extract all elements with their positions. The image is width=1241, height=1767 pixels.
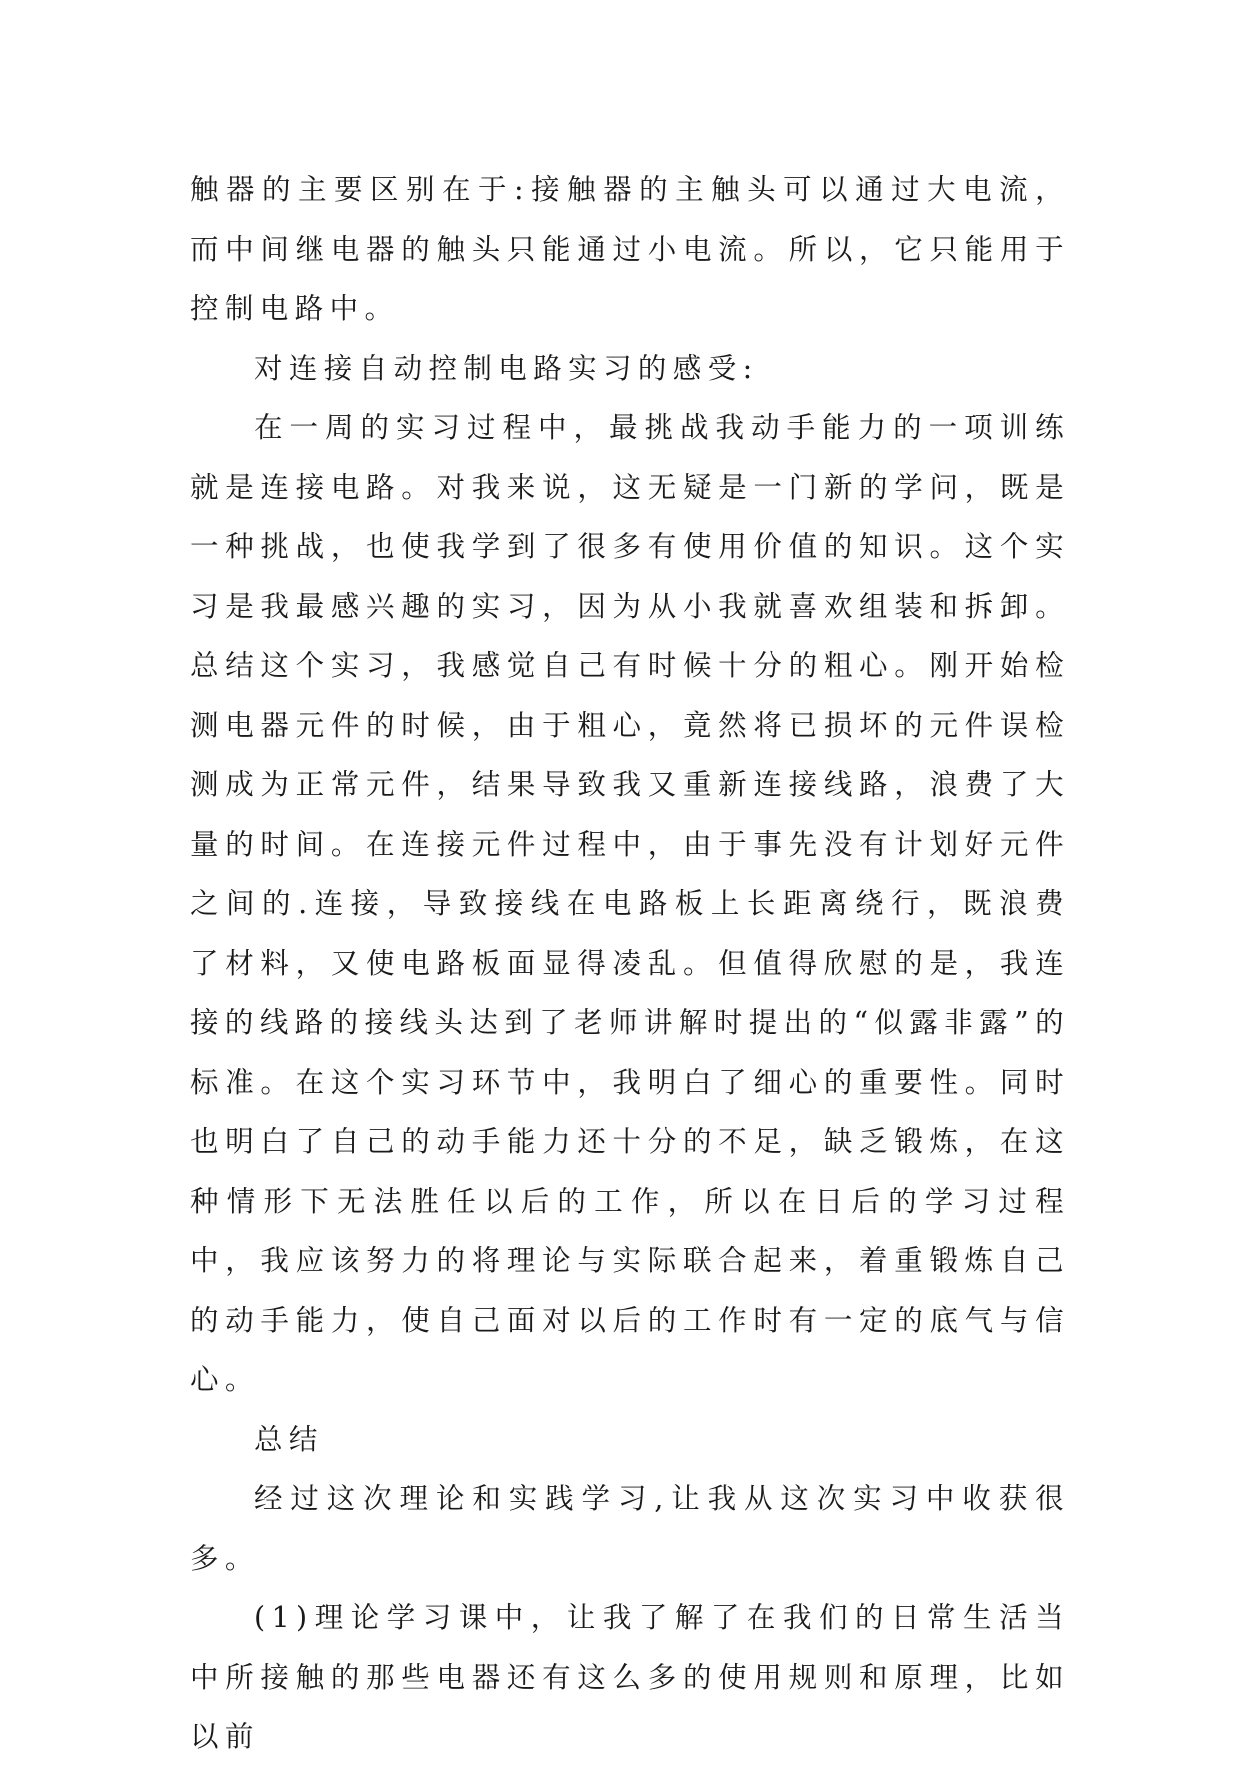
section-heading-circuit-feelings: 对连接自动控制电路实习的感受: [254,351,759,385]
document-page [190,160,1070,1767]
paragraph-continuation: 触器的主要区别在于:接触器的主触头可以通过大电流，而中间继电器的触头只能通过小电流。所以，它只能用于控制电路中。 [190,173,1070,325]
paragraph-summary-intro: 经过这次理论和实践学习,让我从这次实习中收获很多。 [190,1482,1070,1575]
section-heading-summary: 总结 [254,1422,324,1456]
paragraph-circuit-practice: 在一周的实习过程中，最挑战我动手能力的一项训练就是连接电路。对我来说，这无疑是一门新的学问，既是一种挑战，也使我学到了很多有使用价值的知识。这个实习是我最感兴趣的实习，因为从小我就喜欢组装和拆卸。总结这个实习，我感觉自己有时候十分的粗心。刚开始检测电器元件的时候，由于粗心，竟然将已损坏的元件误检测成为正常元件，结果导致我又重新连接线路，浪费了大量的时间。在连接元件过程中，由于事先没有计划好元件之间的.连接，导致接线在电路板上长距离绕行，既浪费了材料，又使电路板面显得凌乱。但值得欣慰的是，我连接的线路的接线头达到了老师讲解时提出的“似露非露”的标准。在这个实习环节中，我明白了细心的重要性。同时也明白了自己的动手能力还十分的不足，缺乏锻炼，在这种情形下无法胜任以后的工作，所以在日后的学习过程中，我应该努力的将理论与实际联合起来，着重锻炼自己的动手能力，使自己面对以后的工作时有一定的底气与信心。 [190,411,1070,1396]
paragraph-summary-point-1: (1)理论学习课中，让我了解了在我们的日常生活当中所接触的那些电器还有这么多的使用规则和原理，比如以前 [190,1601,1070,1753]
